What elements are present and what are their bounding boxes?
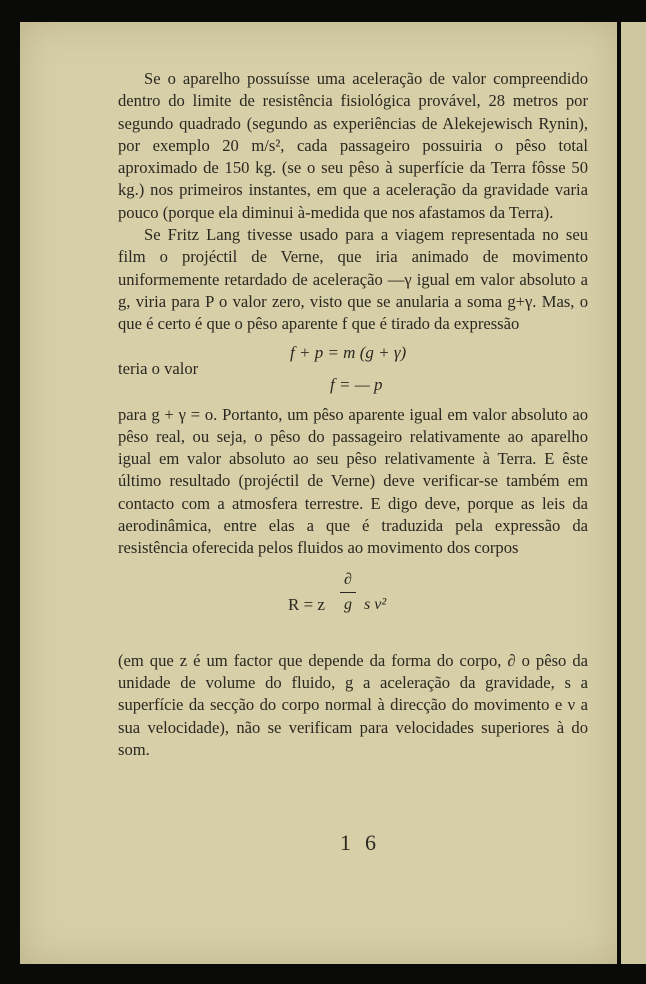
fraction-bar (340, 592, 356, 593)
equation-2: f = — p (330, 374, 383, 394)
page-text (118, 68, 588, 761)
paragraph-1: Se o aparelho possuísse uma aceleração de valor compreendido dentro do limite de resistência fisiológica provável, 28 metros por segundo quadrado (segundo as experiências de Alekejewisch Rynin), por exemplo 20 m/s², cada passageiro possuiria o pêso total aproximado de 150 kg. (se o seu pêso à superfície da Terra fôsse 50 kg.) nos primeiros instantes, em que a aceleração da gravidade varia pouco (porque ela diminui à-medida que nos afastamos da Terra). (118, 69, 588, 222)
next-page-edge (621, 22, 646, 964)
equation-label: teria o valor (118, 358, 199, 378)
resistance-formula (118, 560, 588, 650)
formula-rhs: s ν² (364, 595, 387, 613)
formula-lhs: R = z (288, 594, 325, 614)
formula-denominator: g (344, 595, 352, 613)
equation-block (118, 336, 588, 404)
paragraph-3: para g + γ = o. Portanto, um pêso aparente igual em valor absoluto ao pêso real, ou seja, o pêso do passageiro relativamente ao aparelho igual em valor absoluto ao seu pêso relativamente à Terra. E êste último resultado (projéctil de Verne) deve verificar-se também em contacto com a atmosfera terrestre. E digo deve, porque as leis da aerodinâmica, entre elas a que é traduzida pela expressão da resistência oferecida pelos fluidos ao movimento dos corpos (118, 404, 588, 558)
formula-numerator: ∂ (344, 570, 352, 588)
formula-fraction (340, 570, 356, 615)
page-number: 16 (340, 830, 390, 855)
paragraph-4: (em que z é um factor que depende da forma do corpo, ∂ o pêso da unidade de volume do fluido, g a aceleração da gravidade, s a superfície da secção do corpo normal à direcção do movimento e ν a sua velocidade), não se verificam para velocidades superiores à do som. (118, 650, 588, 759)
equation-1: f + p = m (g + γ) (290, 342, 407, 362)
paragraph-2: Se Fritz Lang tivesse usado para a viagem representada no seu film o projéctil de Verne, que iria animado de movimento uniformemente retardado de aceleração —γ igual em valor absoluto a g, viria para P o valor zero, visto que se anularia a soma g+γ. Mas, o que é certo é que o pêso aparente f que é tirado da expressão (118, 225, 588, 334)
